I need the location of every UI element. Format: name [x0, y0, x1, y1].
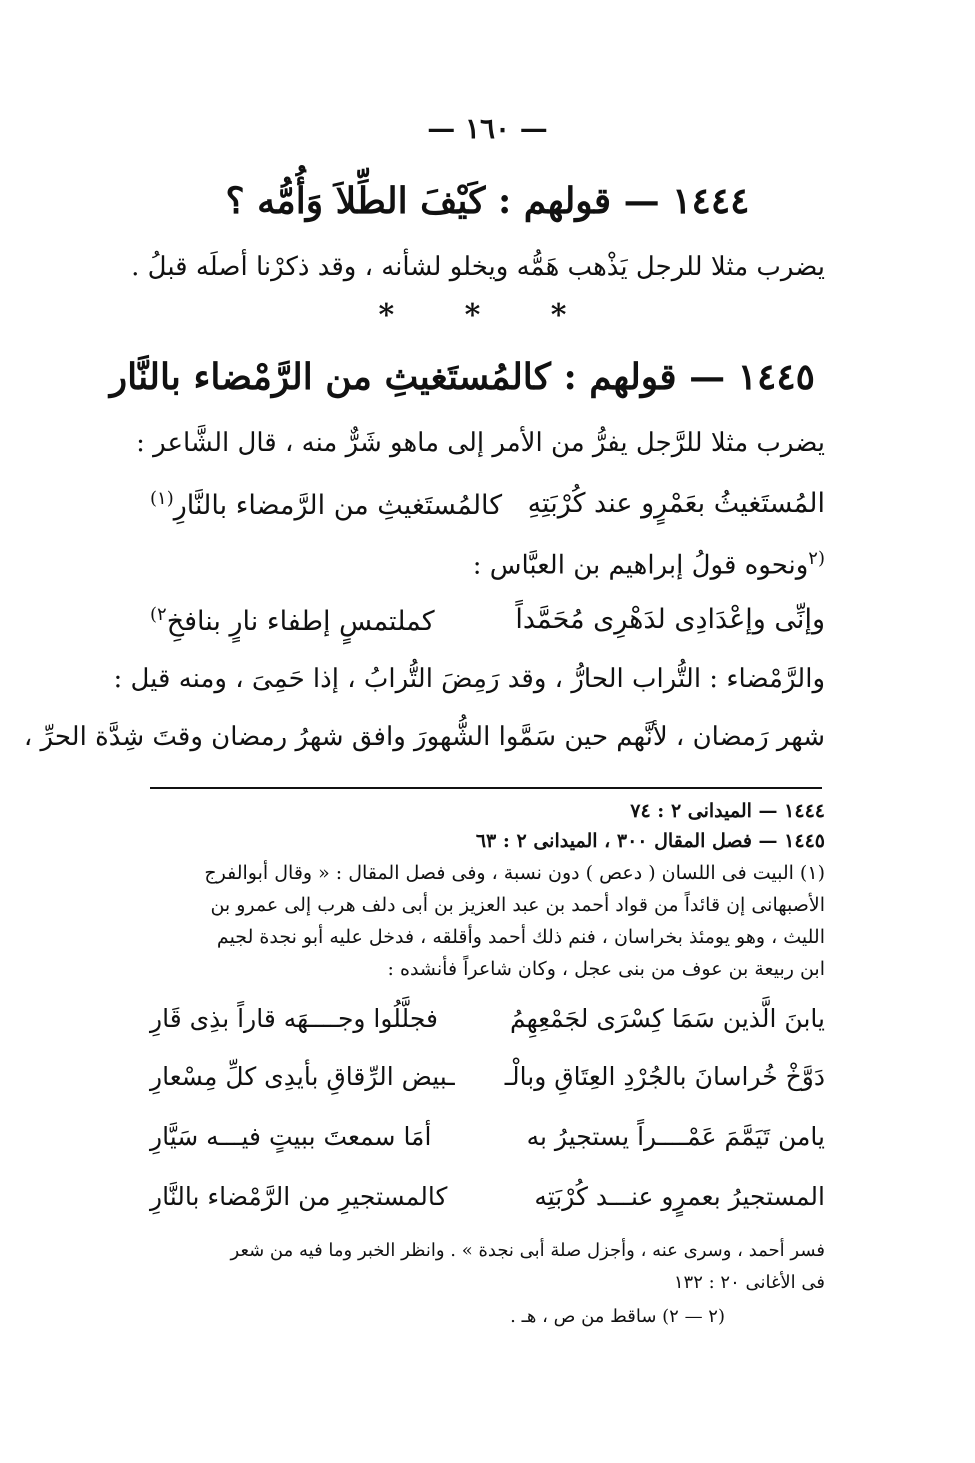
verse-2 — [150, 604, 825, 637]
verse-1-first-hemistich: المُستَغيثُ بعَمْرٍو عند كُرْبَتِهِ — [527, 488, 825, 519]
page-number: — ١٦٠ — — [427, 112, 548, 145]
entry-1445-line-2: $^{(٢}$ونحوه قولُ إبراهيم بن العبَّاس : — [472, 548, 825, 581]
footnote-verse-4-a: المستجيرُ بعمرٍو عنـــد كُرْبَتِه — [534, 1182, 825, 1211]
entry-1445-line-1: يضرب مثلا للرَّجل يفرُّ من الأمر إلى ماهو شَرٌّ منه ، قال الشَّاعر : — [136, 428, 825, 458]
footnote-verse-3 — [150, 1122, 825, 1151]
footnote-2: (٢ — ٢) ساقط من ص ، هـ . — [510, 1306, 725, 1327]
footnote-verse-4-b: كالمستجيرِ من الرَّمْضاء بالنَّارِ — [150, 1182, 448, 1211]
verse-1 — [150, 488, 825, 521]
footnote-marker-1: (١) — [150, 488, 174, 509]
footnote-1-tail-1: فسر أحمد ، وسرى عنه ، وأجزل صلة أبى نجدة » . وانظر الخبر وما فيه من شعر — [230, 1240, 825, 1261]
verse-2-second-hemistich: كملتمسٍ إطفاء نارٍ بنافخِ٢) — [150, 604, 435, 637]
footnote-1-line-3: الليث ، وهو يومئذ بخراسان ، فنم ذلك أحمد وأقلقه ، فدخل عليه أبو نجدة لجيم — [216, 926, 825, 948]
footnote-verse-1 — [150, 1004, 825, 1033]
footnote-verse-3-a: يامن تَيَمَّمَ عَمْــــراً يستجيرُ به — [526, 1122, 825, 1151]
footnote-1-line-1: (١) البيت فى اللسان ( دعص ) دون نسبة ، وفى فصل المقال : « وقال أبوالفرج — [204, 862, 825, 884]
entry-1444-text: يضرب مثلا للرجل يَذْهب هَمُّه ويخلو لشأنه ، وقد ذكرْنا أصلَه قبلُ . — [131, 252, 825, 282]
footnote-verse-2-b: ـبيض الرِّقاقِ بأيدِى كلِّ مِسْعارِ — [150, 1062, 455, 1091]
verse-1-second-hemistich: كالمُستَغيثِ من الرَّمضاء بالنَّارِ(١) — [150, 488, 503, 521]
footnote-marker-2-open: (٢ — [808, 548, 825, 569]
footnote-verse-1-b: فجلَّلُوا وجــــهَه قاراً بذِى قَارِ — [150, 1004, 438, 1033]
entry-1445-line-4: شهر رَمضان ، لأنَّهم حين سَمَّوا الشُّهورَ وافق شهرُ رمضان وقتَ شِدَّة الحرِّ ، — [23, 722, 825, 752]
footnote-1-line-2: الأصبهانى إن قائداً من قواد أحمد بن عبد العزيز بن أبى دلف هرب إلى عمرو بن — [210, 894, 825, 916]
entry-1444-heading: ١٤٤٤ — قولهم : كَيْفَ الطِّلاَ وَأُمُّه ؟ — [225, 180, 750, 222]
footnote-1-line-4: ابن ربيعة بن عوف من بنى عجل ، وكان شاعراً فأنشده : — [387, 958, 825, 980]
footnote-1-tail-2: فى الأغانى ٢٠ : ١٣٢ — [673, 1272, 825, 1293]
footnote-divider — [150, 787, 822, 789]
section-separator: * * * — [378, 298, 597, 333]
footnote-ref-1445: ١٤٤٥ — فصل المقال ٣٠٠ ، الميدانى ٢ : ٦٣ — [475, 830, 825, 852]
footnote-marker-2-close: ٢) — [150, 604, 167, 625]
entry-1445-line-3: والرَّمْضاء : التُّراب الحارُّ ، وقد رَمِضَ التُّرابُ ، إذا حَمِىَ ، ومنه قيل : — [113, 664, 825, 694]
footnote-ref-1444: ١٤٤٤ — الميدانى ٢ : ٧٤ — [630, 800, 825, 822]
footnote-verse-3-b: أمَا سمعتَ ببيتٍ فيـــه سَيَّارِ — [150, 1122, 432, 1151]
footnote-verse-2-a: دَوَّخْ خُراسانَ بالجُرْدِ العِتَاقِ وبالْـ — [504, 1062, 825, 1091]
footnote-verse-4 — [150, 1182, 825, 1211]
footnote-verse-1-a: يابنَ الَّذين سَمَا كِسْرَى لجَمْعِهِمُ — [509, 1004, 825, 1033]
entry-1445-heading: ١٤٤٥ — قولهم : كالمُستَغيثِ من الرَّمْضاء بالنَّار — [109, 356, 815, 398]
footnote-verse-2 — [150, 1062, 825, 1091]
verse-2-first-hemistich: وإنِّى وإعْدَادِى لدَهْرِى مُحَمَّداً — [515, 604, 825, 635]
